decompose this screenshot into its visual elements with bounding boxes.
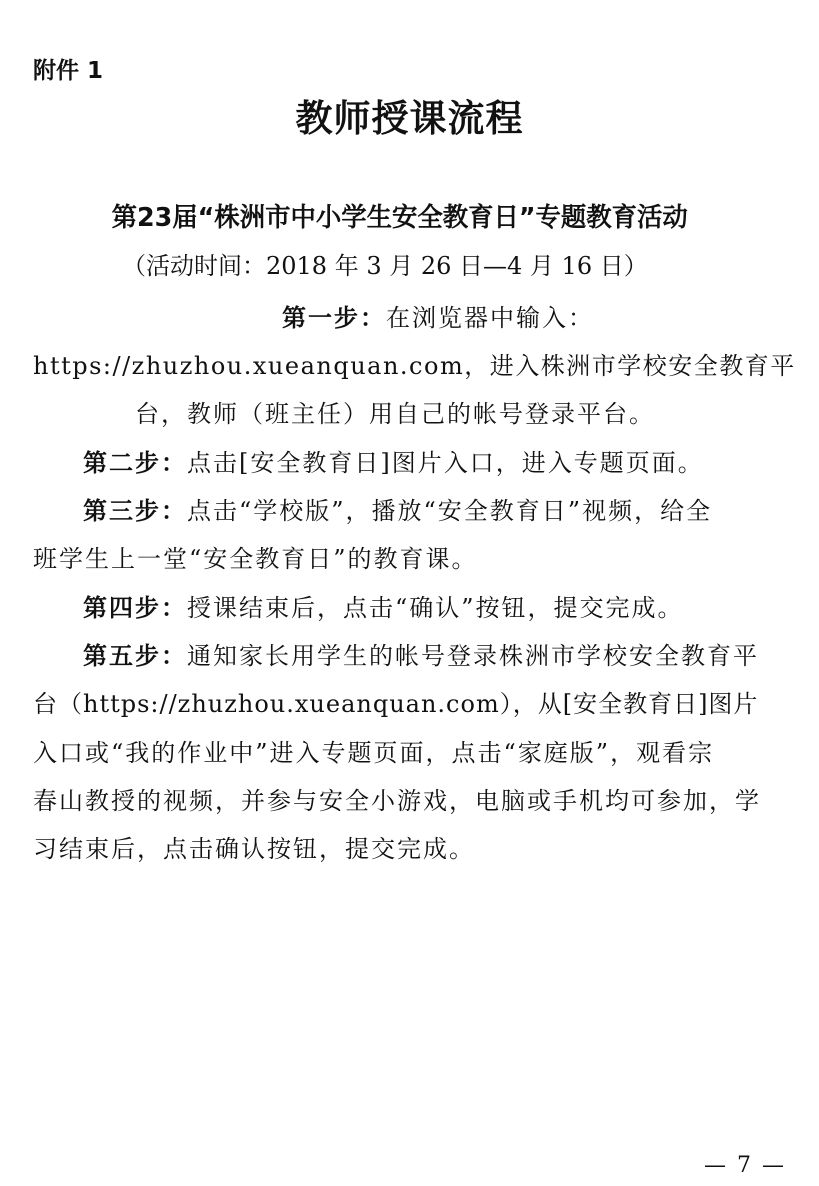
step-1-text: 在浏览器中输入： (386, 304, 594, 332)
step-2-label: 第二步： (83, 449, 187, 477)
step-3-line-2: 班学生上一堂“安全教育日”的教育课。 (33, 545, 478, 573)
step-1-line-1 (282, 298, 594, 333)
activity-period: （活动时间：2018 年 3 月 26 日—4 月 16 日） (122, 252, 648, 280)
step-5-line-2: 台（https://zhuzhou.xueanquan.com），从[安全教育日]图片 (33, 690, 759, 718)
page-title: 教师授课流程 (295, 97, 524, 140)
step-3-text: 点击“学校版”，播放“安全教育日”视频，给全 (187, 497, 713, 525)
step-2-text: 点击[安全教育日]图片入口，进入专题页面。 (187, 449, 704, 477)
step-3-line-1 (83, 491, 712, 526)
step-4-line-1 (83, 588, 684, 623)
step-4-label: 第四步： (83, 594, 187, 622)
step-3-label: 第三步： (83, 497, 187, 525)
step-1-line-3: 台，教师（班主任）用自己的帐号登录平台。 (135, 400, 655, 428)
activity-subtitle: 第23届“株洲市中小学生安全教育日”专题教育活动 (111, 203, 688, 233)
step-2-line-1 (83, 443, 704, 478)
step-1-line-2: https://zhuzhou.xueanquan.com，进入株洲市学校安全教育平 (33, 352, 796, 380)
step-1-label: 第一步： (282, 304, 386, 332)
step-5-text: 通知家长用学生的帐号登录株洲市学校安全教育平 (187, 642, 759, 670)
step-5-label: 第五步： (83, 642, 187, 670)
step-4-text: 授课结束后，点击“确认”按钮，提交完成。 (187, 594, 684, 622)
step-5-line-4: 春山教授的视频，并参与安全小游戏，电脑或手机均可参加，学 (33, 787, 761, 815)
attachment-label: 附件 1 (33, 58, 104, 84)
step-5-line-3: 入口或“我的作业中”进入专题页面，点击“家庭版”，观看宗 (33, 739, 715, 767)
step-5-line-5: 习结束后，点击确认按钮，提交完成。 (33, 835, 475, 863)
step-5-line-1 (83, 636, 759, 671)
page-number: — 7 — (704, 1153, 786, 1178)
